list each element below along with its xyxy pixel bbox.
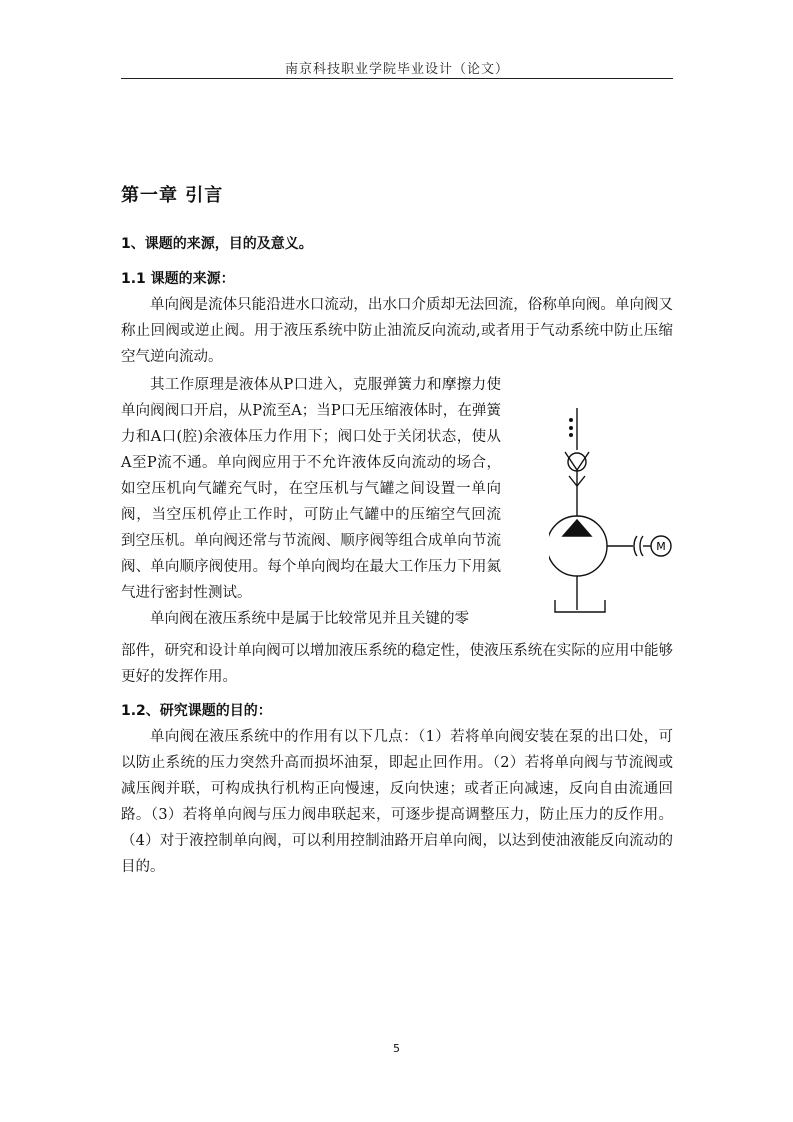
paragraph-text: 单向阀是流体只能沿进水口流动，出水口介质却无法回流，俗称单向阀。单向阀又称止回阀或逆止阀。用于液压系统中防止油流反向流动,或者用于气动系统中防止压缩空气逆向流动。: [121, 297, 673, 365]
paragraph-text: 部件，研究和设计单向阀可以增加液压系统的稳定性，使液压系统在实际的应用中能够更好的发挥作用。: [121, 643, 673, 685]
check-valve-hydraulic-diagram: [549, 404, 679, 616]
paragraph-purpose: [121, 724, 673, 880]
paragraph-text: 其工作原理是液体从P口进入，克服弹簧力和摩擦力使单向阀阀口开启，从P流至A；当P口无压缩液体时，在弹簧力和A口(腔)余液体压力作用下；阀口处于关闭状态，使从A至P流不通。单向阀应用于不允许液体反向流动的场合，如空压机向气罐充气时，在空压机与气罐之间设置一单向阀，当空压机停止工作时，可防止气罐中的压缩空气回流 到空压机。单向阀还常与节流阀、顺序阀等组合成单向节流阀、单向顺序阀使用。每个单向阀均在最大工作压力下用氮气进行密封性测试。: [121, 377, 501, 601]
chapter-title: 第一章 引言: [121, 185, 224, 206]
header-divider: [121, 78, 673, 79]
section-heading-1-1: 1.1 课题的来源：: [121, 271, 235, 287]
paragraph-text: 单向阀在液压系统中的作用有以下几点：（1）若将单向阀安装在泵的出口处，可以防止系统的压力突然升高而损坏油泵，即起止回作用。（2）若将单向阀与节流阀或减压阀并联，可构成执行机构正向慢速，反向快速；或者正向减速，反向自由流通回路。（3）若将单向阀与压力阀串联起来，可逐步提高调整压力，防止压力的反作用。（4）对于液控制单向阀，可以利用控制油路开启单向阀，以达到使油液能反向流动的目的。: [121, 729, 673, 875]
paragraph-intro: [121, 292, 673, 370]
section-heading-1: 1、课题的来源，目的及意义。: [121, 236, 313, 252]
section-heading-1-2: 1.2、研究课题的目的：: [121, 703, 272, 719]
paragraph-significance: [121, 638, 673, 690]
page-number: 5: [393, 1042, 400, 1055]
motor-label: M: [656, 540, 666, 553]
page-header: 南京科技职业学院毕业设计（论文）: [284, 62, 509, 77]
paragraph-text: 单向阀在液压系统中是属于比较常见并且关键的零: [150, 611, 469, 627]
paragraph-principle: [121, 372, 501, 632]
